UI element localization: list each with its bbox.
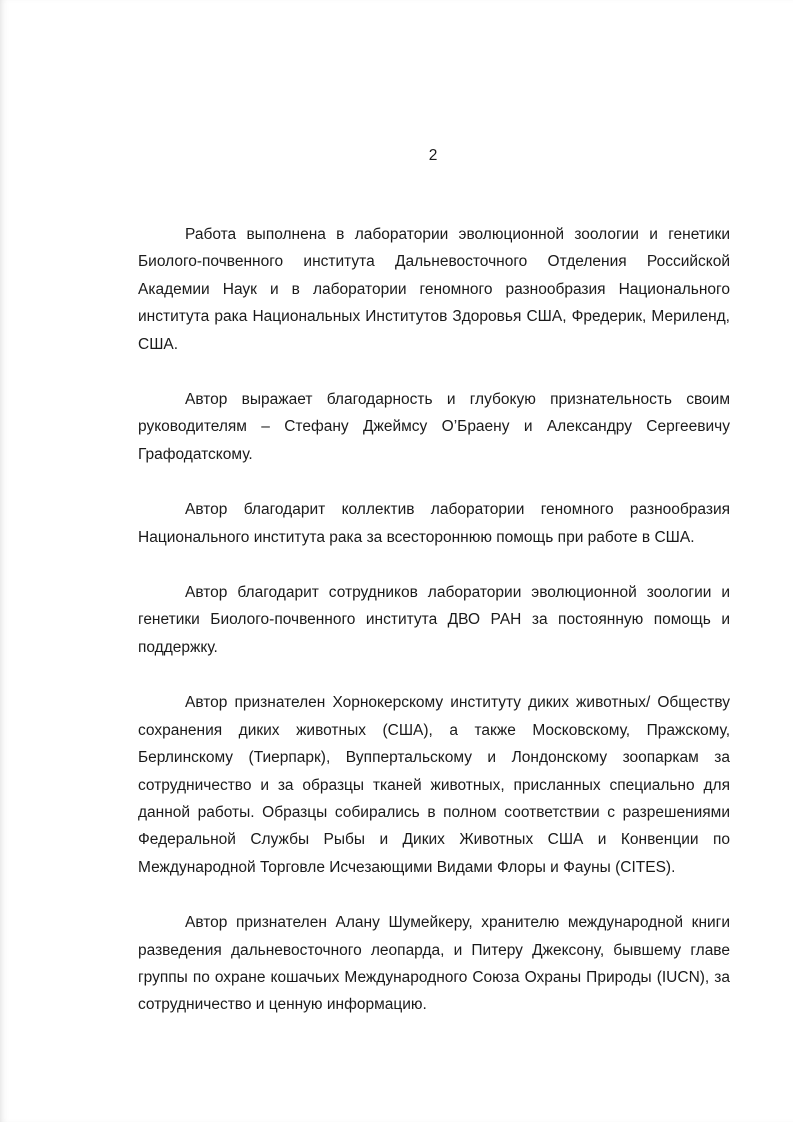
paragraph-zoos-samples: Автор признателен Хорнокерскому институту диких животных/ Обществу сохранения диких животных (США), а также Московскому, Пражскому, Берлинскому (Тиерпарк), Вуппертальскому и Лондонскому зоопаркам за сотрудничество и за образцы тканей животных, присланных специально для данной работы. Образцы собирались в полном соответствии с разрешениями Федеральной Службы Рыбы и Диких Животных США и Конвенции по Международной Торговле Исчезающими Видами Флоры и Фауны (CITES). [138, 694, 730, 876]
paragraph-nci-lab: Автор благодарит коллектив лаборатории геномного разнообразия Национального института рака за всестороннюю помощь при работе в США. [138, 501, 730, 546]
acknowledgements-text [138, 221, 730, 1019]
paragraph-supervisors: Автор выражает благодарность и глубокую признательность своим руководителям – Стефану Джеймсу О’Браену и Александру Сергеевичу Графодатскому. [138, 391, 730, 463]
paragraph-studbook-iucn: Автор признателен Алану Шумейкеру, хранителю международной книги разведения дальневосточного леопарда, и Питеру Джексону, бывшему главе группы по охране кошачьих Международного Союза Охраны Природы (IUCN), за сотрудничество и ценную информацию. [138, 914, 730, 1014]
page-number: 2 [428, 147, 438, 164]
paragraph-institutions: Работа выполнена в лаборатории эволюционной зоологии и генетики Биолого-почвенного института Дальневосточного Отделения Российской Академии Наук и в лаборатории геномного разнообразия Национального института рака Национальных Институтов Здоровья США, Фредерик, Мериленд, США. [138, 226, 730, 353]
paragraph-ibss-lab: Автор благодарит сотрудников лаборатории эволюционной зоологии и генетики Биолого-почвенного института ДВО РАН за постоянную помощь и поддержку. [138, 584, 730, 656]
